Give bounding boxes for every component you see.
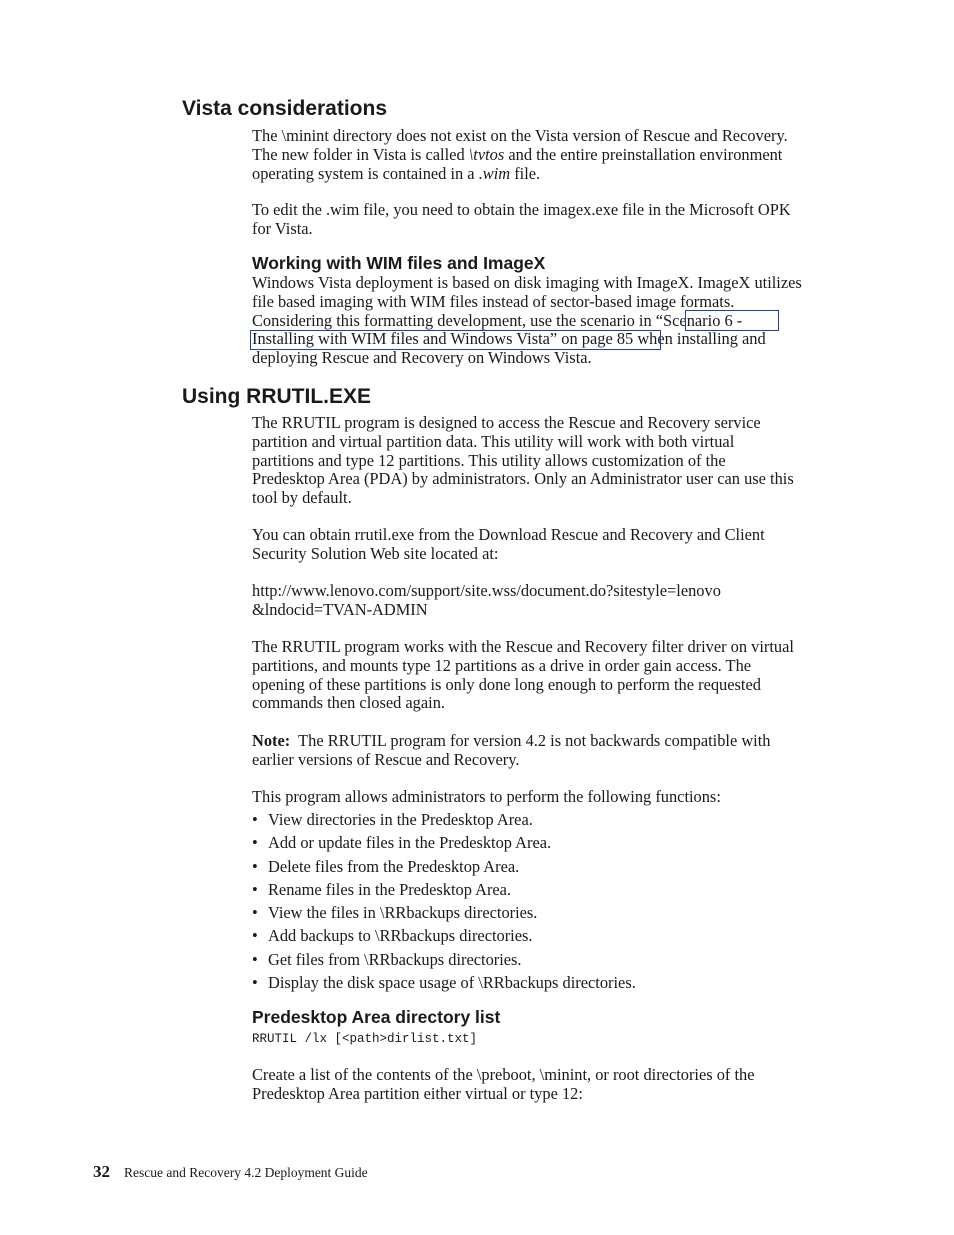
tvtos-path: \tvtos: [468, 144, 505, 164]
command-rrutil-lx: RRUTIL /lx [<path>dirlist.txt]: [252, 1032, 478, 1046]
text-line: deploying Rescue and Recovery on Windows Vista.: [252, 348, 592, 368]
note-compatibility: [252, 732, 852, 770]
text-line: tool by default.: [252, 488, 352, 508]
list-item: • Get files from \RRbackups directories.: [252, 949, 522, 969]
text-line: Windows Vista deployment is based on disk imaging with ImageX. ImageX utilizes: [252, 273, 802, 292]
text-line: The RRUTIL program works with the Rescue and Recovery filter driver on virtual: [252, 637, 794, 656]
text-line: opening of these partitions is only done long enough to perform the requested: [252, 674, 761, 694]
page-number: 32: [93, 1162, 110, 1181]
download-url: [252, 582, 852, 620]
note-label: Note:: [252, 731, 291, 750]
list-item: • Display the disk space usage of \RRbackups directories.: [252, 973, 636, 993]
paragraph-rrutil-intro: [252, 414, 852, 508]
scenario-6-link-part2[interactable]: Installing with WIM files and Windows Vista” on page 85: [252, 329, 634, 349]
text-line: Note: The RRUTIL program for version 4.2 is not backwards compatible with: [252, 731, 771, 750]
text-line: partition and virtual partition data. This utility will work with both virtual: [252, 431, 735, 451]
scenario-6-link-part1[interactable]: “Scenario 6 -: [655, 310, 743, 330]
paragraph-vista-folder: [252, 127, 852, 183]
bullet-glyph: •: [252, 833, 258, 853]
paragraph-obtain-rrutil: [252, 526, 852, 564]
bullet-glyph: •: [252, 903, 258, 923]
heading-working-with-wim: Working with WIM files and ImageX: [252, 253, 546, 273]
text-line: earlier versions of Rescue and Recovery.: [252, 749, 520, 769]
paragraph-create-list: [252, 1066, 852, 1104]
text-line: Security Solution Web site located at:: [252, 543, 499, 563]
footer-title: Rescue and Recovery 4.2 Deployment Guide: [124, 1165, 368, 1180]
paragraph-edit-wim: [252, 201, 852, 239]
text-line: Considering this formatting development, use the scenario in “Scenario 6 -: [252, 310, 743, 330]
text-line: The RRUTIL program is designed to access the Rescue and Recovery service: [252, 413, 761, 432]
text-line: partitions, and mounts type 12 partitions as a drive in order gain access. The: [252, 655, 752, 675]
wim-extension: .wim: [478, 163, 511, 183]
list-item: • View directories in the Predesktop Area.: [252, 810, 533, 829]
text-line: partitions and type 12 partitions. This utility allows customization of the: [252, 450, 726, 470]
text-line: This program allows administrators to perform the following functions:: [252, 787, 721, 806]
heading-pda-directory-list: Predesktop Area directory list: [252, 1007, 501, 1027]
text-line: for Vista.: [252, 218, 313, 238]
bullet-glyph: •: [252, 973, 258, 993]
list-item: • Add backups to \RRbackups directories.: [252, 926, 533, 946]
text-line: To edit the .wim file, you need to obtain the imagex.exe file in the Microsoft OPK: [252, 200, 791, 219]
bullet-glyph: •: [252, 879, 258, 899]
paragraph-filter-driver: [252, 638, 852, 713]
bullet-glyph: •: [252, 810, 258, 829]
text-line: Create a list of the contents of the \preboot, \minint, or root directories of the: [252, 1065, 755, 1084]
url-line: http://www.lenovo.com/support/site.wss/document.do?sitestyle=lenovo: [252, 581, 721, 600]
list-item: • Rename files in the Predesktop Area.: [252, 879, 512, 899]
url-line: &lndocid=TVAN-ADMIN: [252, 599, 428, 619]
text-line: Installing with WIM files and Windows Vista” on page 85 when installing and: [252, 329, 766, 349]
text-line: Predesktop Area (PDA) by administrators. Only an Administrator user can use this: [252, 469, 794, 489]
heading-vista-considerations: Vista considerations: [182, 97, 388, 120]
functions-intro: [252, 788, 852, 807]
text-line: The new folder in Vista is called \tvtos and the entire preinstallation environment: [252, 144, 783, 164]
bullet-glyph: •: [252, 949, 258, 969]
page-footer: [93, 1162, 368, 1182]
paragraph-wim-imagex: [252, 274, 852, 368]
text-line: file based imaging with WIM files instead of sector-based image formats.: [252, 291, 735, 311]
text-line: The \minint directory does not exist on the Vista version of Rescue and Recovery.: [252, 126, 788, 145]
heading-using-rrutil: Using RRUTIL.EXE: [182, 385, 372, 408]
bullet-glyph: •: [252, 926, 258, 946]
text-line: You can obtain rrutil.exe from the Download Rescue and Recovery and Client: [252, 525, 765, 544]
functions-list: [252, 811, 636, 997]
list-item: • Add or update files in the Predesktop Area.: [252, 833, 552, 853]
text-line: Predesktop Area partition either virtual or type 12:: [252, 1083, 583, 1103]
bullet-glyph: •: [252, 856, 258, 876]
list-item: • Delete files from the Predesktop Area.: [252, 856, 520, 876]
text-line: operating system is contained in a .wim file.: [252, 163, 541, 183]
text-line: commands then closed again.: [252, 693, 445, 713]
list-item: • View the files in \RRbackups directories.: [252, 903, 538, 923]
